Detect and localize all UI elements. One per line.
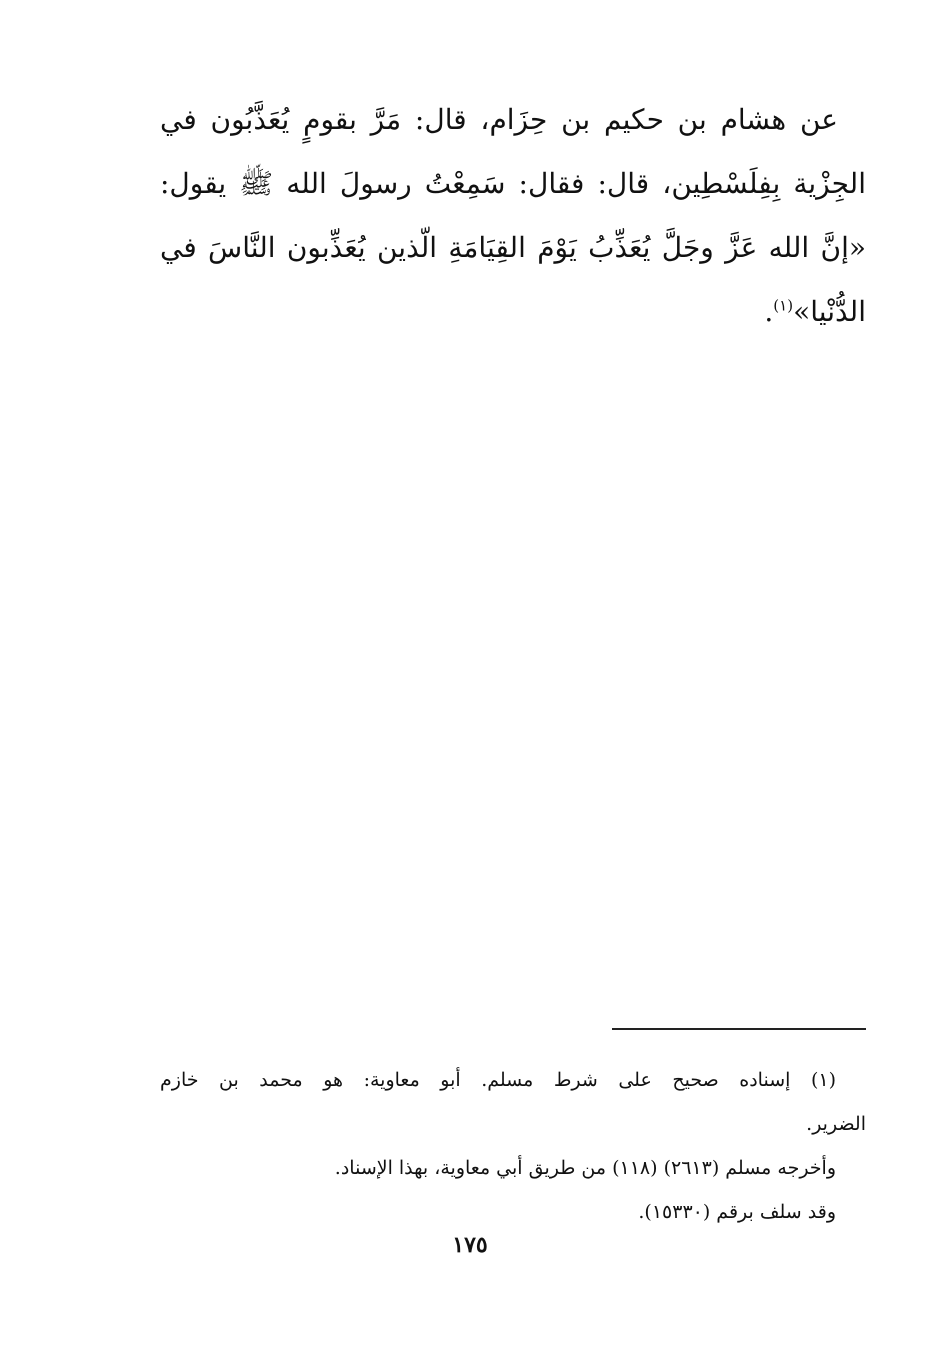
footnotes <box>160 1058 866 1234</box>
footnote-1-line-1: (١) إسناده صحيح على شرط مسلم. أبو معاوية: هو محمد بن خازم <box>160 1069 836 1091</box>
hadith-line-4-end: . <box>764 295 774 328</box>
hadith-text <box>160 88 866 344</box>
hadith-line-1: عن هشام بن حكيم بن حِزَام، قال: مَرَّ بقومٍ يُعَذَّبُون في <box>160 103 838 136</box>
hadith-line-4-text: الدُّنْيا» <box>793 295 866 328</box>
footnote-separator <box>612 1028 866 1030</box>
footnote-1-line-3: وأخرجه مسلم (٢٦١٣) (١١٨) من طريق أبي معاوية، بهذا الإسناد. <box>334 1157 836 1179</box>
footnote-reference[interactable]: (١) <box>773 296 794 315</box>
hadith-line-3: «إنَّ الله عَزَّ وجَلَّ يُعَذِّبُ يَوْمَ القِيَامَةِ الّذين يُعَذِّبون النَّاسَ في <box>160 231 866 264</box>
hadith-line-2: الجِزْية بِفِلَسْطِين، قال: فقال: سَمِعْتُ رسولَ الله ﷺ يقول: <box>160 167 866 200</box>
page-number: ١٧٥ <box>452 1232 488 1258</box>
footnote-1-line-2: الضرير. <box>806 1113 866 1135</box>
footnote-1-line-4: وقد سلف برقم (١٥٣٣٠). <box>638 1201 836 1223</box>
hadith-line-4 <box>160 280 866 344</box>
